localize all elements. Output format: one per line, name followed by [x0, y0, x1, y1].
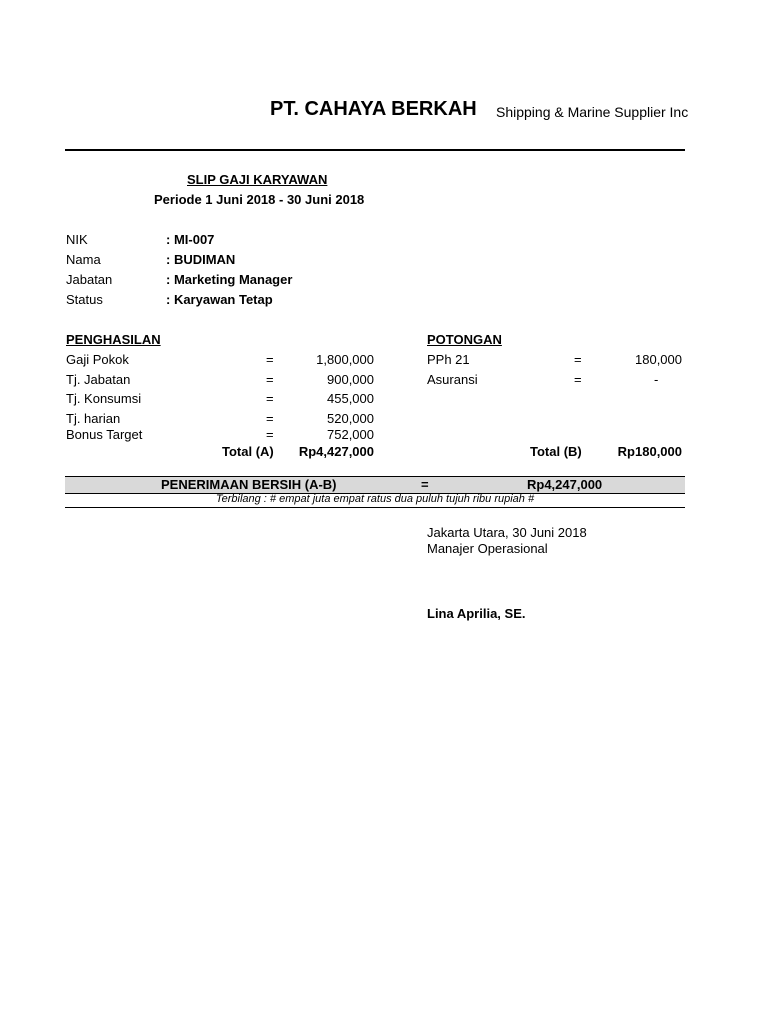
deduction-item-label: PPh 21	[427, 352, 470, 367]
income-item-eq: =	[266, 352, 274, 367]
employee-label-nik: NIK	[66, 232, 88, 247]
deduction-item-amount: -	[654, 372, 659, 387]
income-item-label: Tj. Jabatan	[66, 372, 131, 387]
employee-value-nik: : MI-007	[166, 232, 215, 247]
income-item-eq: =	[266, 372, 274, 387]
slip-title: SLIP GAJI KARYAWAN	[187, 172, 328, 187]
net-pay-label: PENERIMAAN BERSIH (A-B)	[161, 477, 337, 492]
net-pay-in-words: Terbilang : # empat juta empat ratus dua puluh tujuh ribu rupiah #	[215, 493, 535, 505]
company-tagline: Shipping & Marine Supplier Inc	[496, 104, 689, 120]
income-item-eq: =	[266, 411, 274, 426]
employee-label-status: Status	[66, 292, 103, 307]
income-item-amount: 900,000	[327, 372, 374, 387]
deduction-item-label: Asuransi	[427, 372, 478, 387]
deduction-item-amount: 180,000	[635, 352, 682, 367]
income-item-amount: 752,000	[327, 427, 374, 442]
income-heading: PENGHASILAN	[66, 332, 161, 347]
income-item-label: Tj. harian	[66, 411, 121, 426]
employee-label-nama: Nama	[66, 252, 101, 267]
signature-place-date: Jakarta Utara, 30 Juni 2018	[427, 525, 587, 540]
company-name: PT. CAHAYA BERKAH	[270, 98, 477, 120]
employee-value-jabatan: : Marketing Manager	[166, 272, 293, 287]
employee-value-nama: : BUDIMAN	[166, 252, 236, 267]
header-divider	[65, 149, 685, 151]
net-pay-eq: =	[421, 477, 429, 492]
net-pay-value: Rp4,247,000	[527, 477, 603, 492]
employee-label-jabatan: Jabatan	[66, 272, 113, 287]
income-item-label: Tj. Konsumsi	[66, 391, 142, 406]
deduction-item-eq: =	[574, 372, 582, 387]
income-total-value: Rp4,427,000	[298, 444, 374, 459]
deductions-heading: POTONGAN	[427, 332, 502, 347]
deductions-total-label: Total (B)	[530, 444, 582, 459]
income-item-eq: =	[266, 427, 274, 442]
income-item-label: Bonus Target	[66, 427, 143, 442]
income-total-label: Total (A)	[222, 444, 274, 459]
slip-period: Periode 1 Juni 2018 - 30 Juni 2018	[154, 192, 365, 207]
income-item-eq: =	[266, 391, 274, 406]
income-item-amount: 520,000	[327, 411, 374, 426]
deduction-item-eq: =	[574, 352, 582, 367]
terbilang-divider	[65, 507, 685, 508]
deductions-total-value: Rp180,000	[617, 444, 682, 459]
employee-value-status: : Karyawan Tetap	[166, 292, 273, 307]
signature-position: Manajer Operasional	[427, 541, 548, 556]
signature-name: Lina Aprilia, SE.	[427, 606, 526, 621]
income-item-label: Gaji Pokok	[66, 352, 129, 367]
income-item-amount: 455,000	[327, 391, 374, 406]
income-item-amount: 1,800,000	[316, 352, 374, 367]
